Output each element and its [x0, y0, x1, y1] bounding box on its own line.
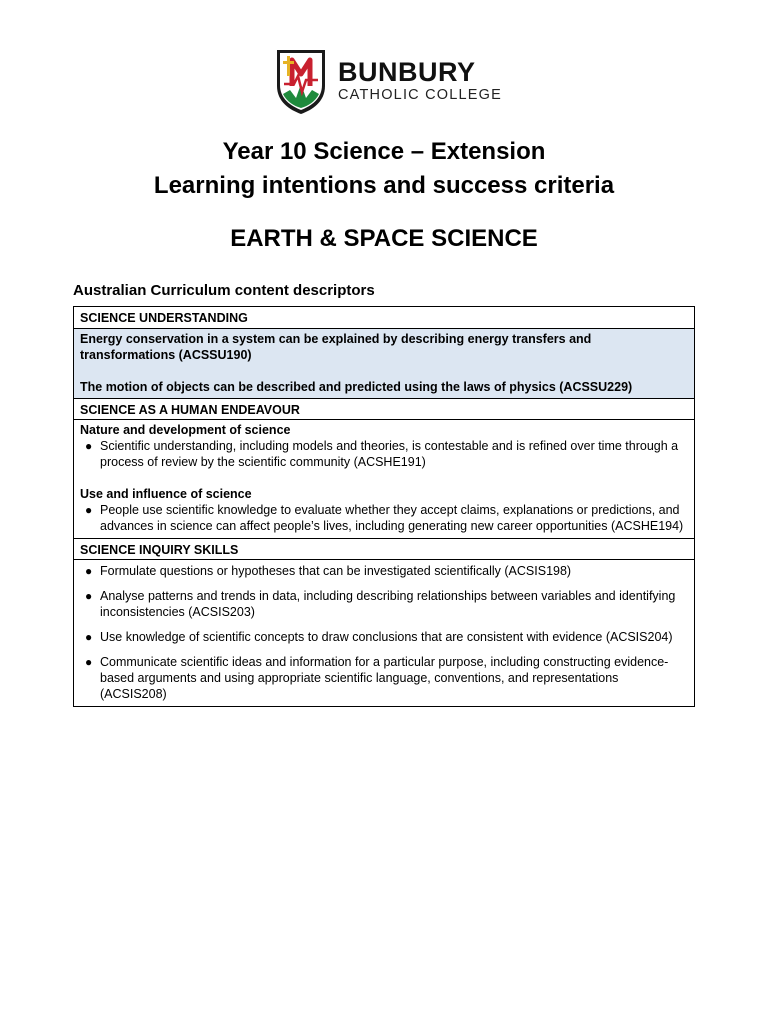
college-name: BUNBURY — [338, 56, 476, 87]
bullet-icon: ● — [85, 589, 93, 603]
inquiry-skills-list — [80, 563, 688, 702]
descriptor-acssu190: Energy conservation in a system can be explained by describing energy transfers and transformations (ACSSU190) — [80, 332, 592, 362]
document-subtitle: Learning intentions and success criteria — [153, 172, 615, 199]
inquiry-skills-body — [74, 559, 694, 706]
college-crest-icon — [274, 48, 328, 116]
document-title: Year 10 Science – Extension — [222, 138, 546, 165]
nature-development-subheading: Nature and development of science — [80, 423, 291, 437]
list-item: ● Use knowledge of scientific concepts to draw conclusions that are consistent with evidence (ACSIS204) — [85, 630, 673, 644]
science-understanding-heading: SCIENCE UNDERSTANDING — [80, 311, 248, 325]
use-influence-subheading: Use and influence of science — [80, 487, 252, 501]
content-descriptors-table — [73, 306, 695, 707]
list-item: ● People use scientific knowledge to evaluate whether they accept claims, explanations or predictions, and advances in science can affect people’s lives, including generating new career opportunities (ACSHE194) — [85, 503, 684, 533]
bullet-icon: ● — [85, 630, 93, 644]
section-heading: Australian Curriculum content descriptors — [73, 282, 375, 299]
document-header — [0, 48, 768, 118]
bullet-icon: ● — [85, 564, 93, 578]
science-understanding-body — [74, 328, 694, 398]
college-wordmark — [338, 58, 502, 103]
use-influence-list — [80, 502, 688, 534]
descriptor-acssu229: The motion of objects can be described and predicted using the laws of physics (ACSSU229) — [80, 380, 633, 394]
nature-development-list — [80, 438, 688, 470]
inquiry-skills-heading: SCIENCE INQUIRY SKILLS — [74, 538, 694, 559]
list-item: ● Communicate scientific ideas and information for a particular purpose, including constructing evidence-based arguments and using appropriate scientific language, conventions, and representations (ACSIS208) — [85, 655, 669, 701]
list-item: ● Formulate questions or hypotheses that can be investigated scientifically (ACSIS198) — [85, 564, 572, 578]
list-item: ● Scientific understanding, including models and theories, is contestable and is refined over time through a process of review by the scientific community (ACSHE191) — [85, 439, 679, 469]
list-item: ● Analyse patterns and trends in data, including describing relationships between variables and identifying inconsistencies (ACSIS203) — [85, 589, 676, 619]
bullet-icon: ● — [85, 439, 93, 453]
unit-title: EARTH & SPACE SCIENCE — [230, 225, 538, 252]
college-logo — [274, 48, 502, 116]
bullet-icon: ● — [85, 503, 93, 517]
bullet-icon: ● — [85, 655, 93, 669]
human-endeavour-body — [74, 419, 694, 538]
college-subtitle: CATHOLIC COLLEGE — [338, 86, 502, 103]
human-endeavour-heading: SCIENCE AS A HUMAN ENDEAVOUR — [74, 398, 694, 419]
